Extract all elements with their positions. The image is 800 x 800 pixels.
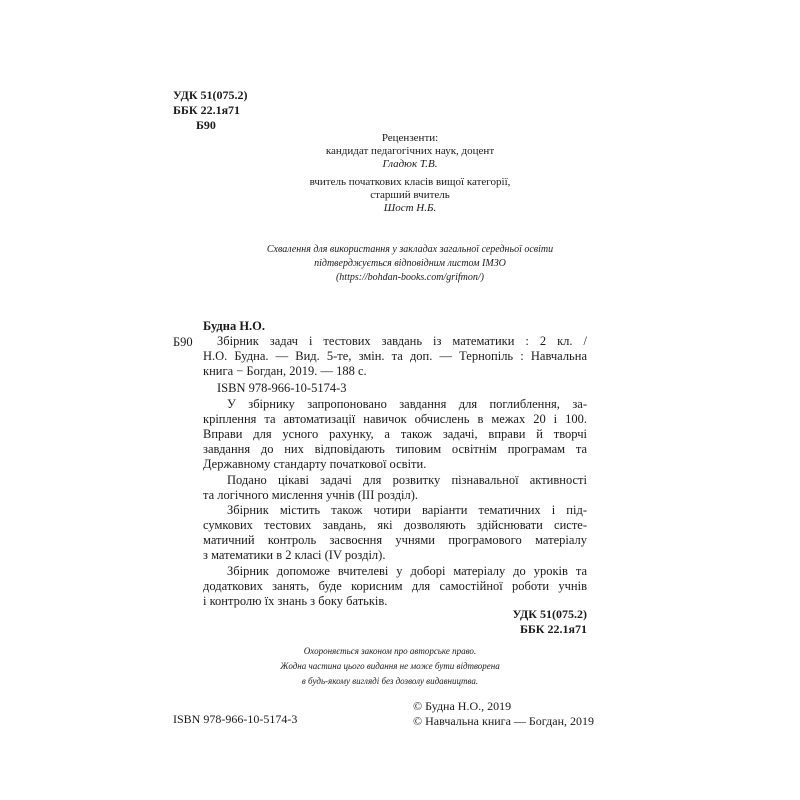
udk-code-bottom: УДК 51(075.2): [512, 607, 587, 621]
footer-isbn: ISBN 978-966-10-5174-3: [173, 712, 298, 726]
annotation-line: кріплення та автоматизації навичок обчислень в межах 20 і 100.: [203, 412, 587, 426]
annotation-line: завдання до них відповідають типовим освітнім програмам та: [203, 442, 587, 456]
annotation-line: з математики в 2 класі (IV розділ).: [203, 548, 386, 562]
bibliography-line: Н.О. Будна. — Вид. 5-те, змін. та доп. — Тернопіль : Навчальна: [203, 349, 587, 363]
udk-code: УДК 51(075.2): [173, 88, 248, 102]
annotation-paragraph-4: [203, 564, 587, 609]
author-name: Будна Н.О.: [203, 319, 266, 333]
bibliography-line: Збірник задач і тестових завдань із математики : 2 кл. /: [217, 334, 587, 348]
reviewer2-title-cont: старший вчитель: [370, 189, 450, 201]
copyright-author: © Будна Н.О., 2019: [413, 699, 512, 713]
annotation-line: Збірник допоможе вчителеві у доборі матеріалу до уроків та: [227, 564, 587, 578]
copyright-notice-line-2: Жодна частина цього видання не може бути відтворена: [280, 661, 500, 671]
annotation-line: додаткових занять, буде корисним для самостійної роботи учнів: [203, 579, 587, 593]
annotation-paragraph-2: [203, 473, 587, 503]
reviewer1-name: Гладюк Т.В.: [382, 158, 438, 170]
copyright-notice-line-3: в будь-якому вигляді без дозволу видавництва.: [301, 676, 479, 686]
bibliography-code: Б90: [173, 335, 193, 349]
copyright-publisher: © Навчальна книга — Богдан, 2019: [413, 714, 594, 728]
reviewer2-title: вчитель початкових класів вищої категорії,: [309, 176, 511, 188]
bibliography-line: книга − Богдан, 2019. — 188 с.: [203, 364, 367, 378]
approval-line-2: підтверджується відповідним листом ІМЗО: [314, 258, 506, 269]
annotation-paragraph-1: [203, 397, 587, 472]
copyright-notice-line-1: Охороняється законом про авторське право.: [303, 646, 477, 656]
reviewer2-name: Шост Н.Б.: [383, 202, 437, 214]
annotation-line: У збірнику запропоновано завдання для поглиблення, за-: [227, 397, 587, 411]
annotation-paragraph-3: [203, 503, 587, 563]
reviewer1-title: кандидат педагогічних наук, доцент: [325, 145, 495, 157]
annotation-line: та логічного мислення учнів (ІІІ розділ).: [203, 488, 419, 502]
annotation-line: матичний контроль засвоєння учнями програмового матеріалу: [203, 533, 587, 547]
annotation-line: і контролю їх знань з боку батьків.: [203, 594, 388, 608]
author-mark: Б90: [196, 118, 216, 132]
annotation-line: Державному стандарту початкової освіти.: [203, 457, 427, 471]
reviewers-heading: Рецензенти:: [381, 132, 439, 144]
annotation-line: Вправи для усного рахунку, а також задачі, вправи й творчі: [203, 427, 587, 441]
annotation-line: Подано цікаві задачі для розвитку пізнавальної активності: [227, 473, 587, 487]
bibliography-entry: [217, 334, 587, 349]
bibliography-entry-cont: [203, 349, 587, 379]
approval-line-1: Схвалення для використання у закладах загальної середньої освіти: [266, 244, 554, 255]
bibliography-isbn: ISBN 978-966-10-5174-3: [217, 381, 347, 395]
annotation-line: сумкових тестових завдань, які дозволяють здійснювати систе-: [203, 518, 587, 532]
annotation-line: Збірник містить також чотири варіанти тематичних і під-: [227, 503, 587, 517]
bbk-code-bottom: ББК 22.1я71: [519, 622, 587, 636]
approval-line-3: (https://bohdan-books.com/grifmon/): [335, 272, 485, 283]
bbk-code: ББК 22.1я71: [173, 103, 241, 117]
